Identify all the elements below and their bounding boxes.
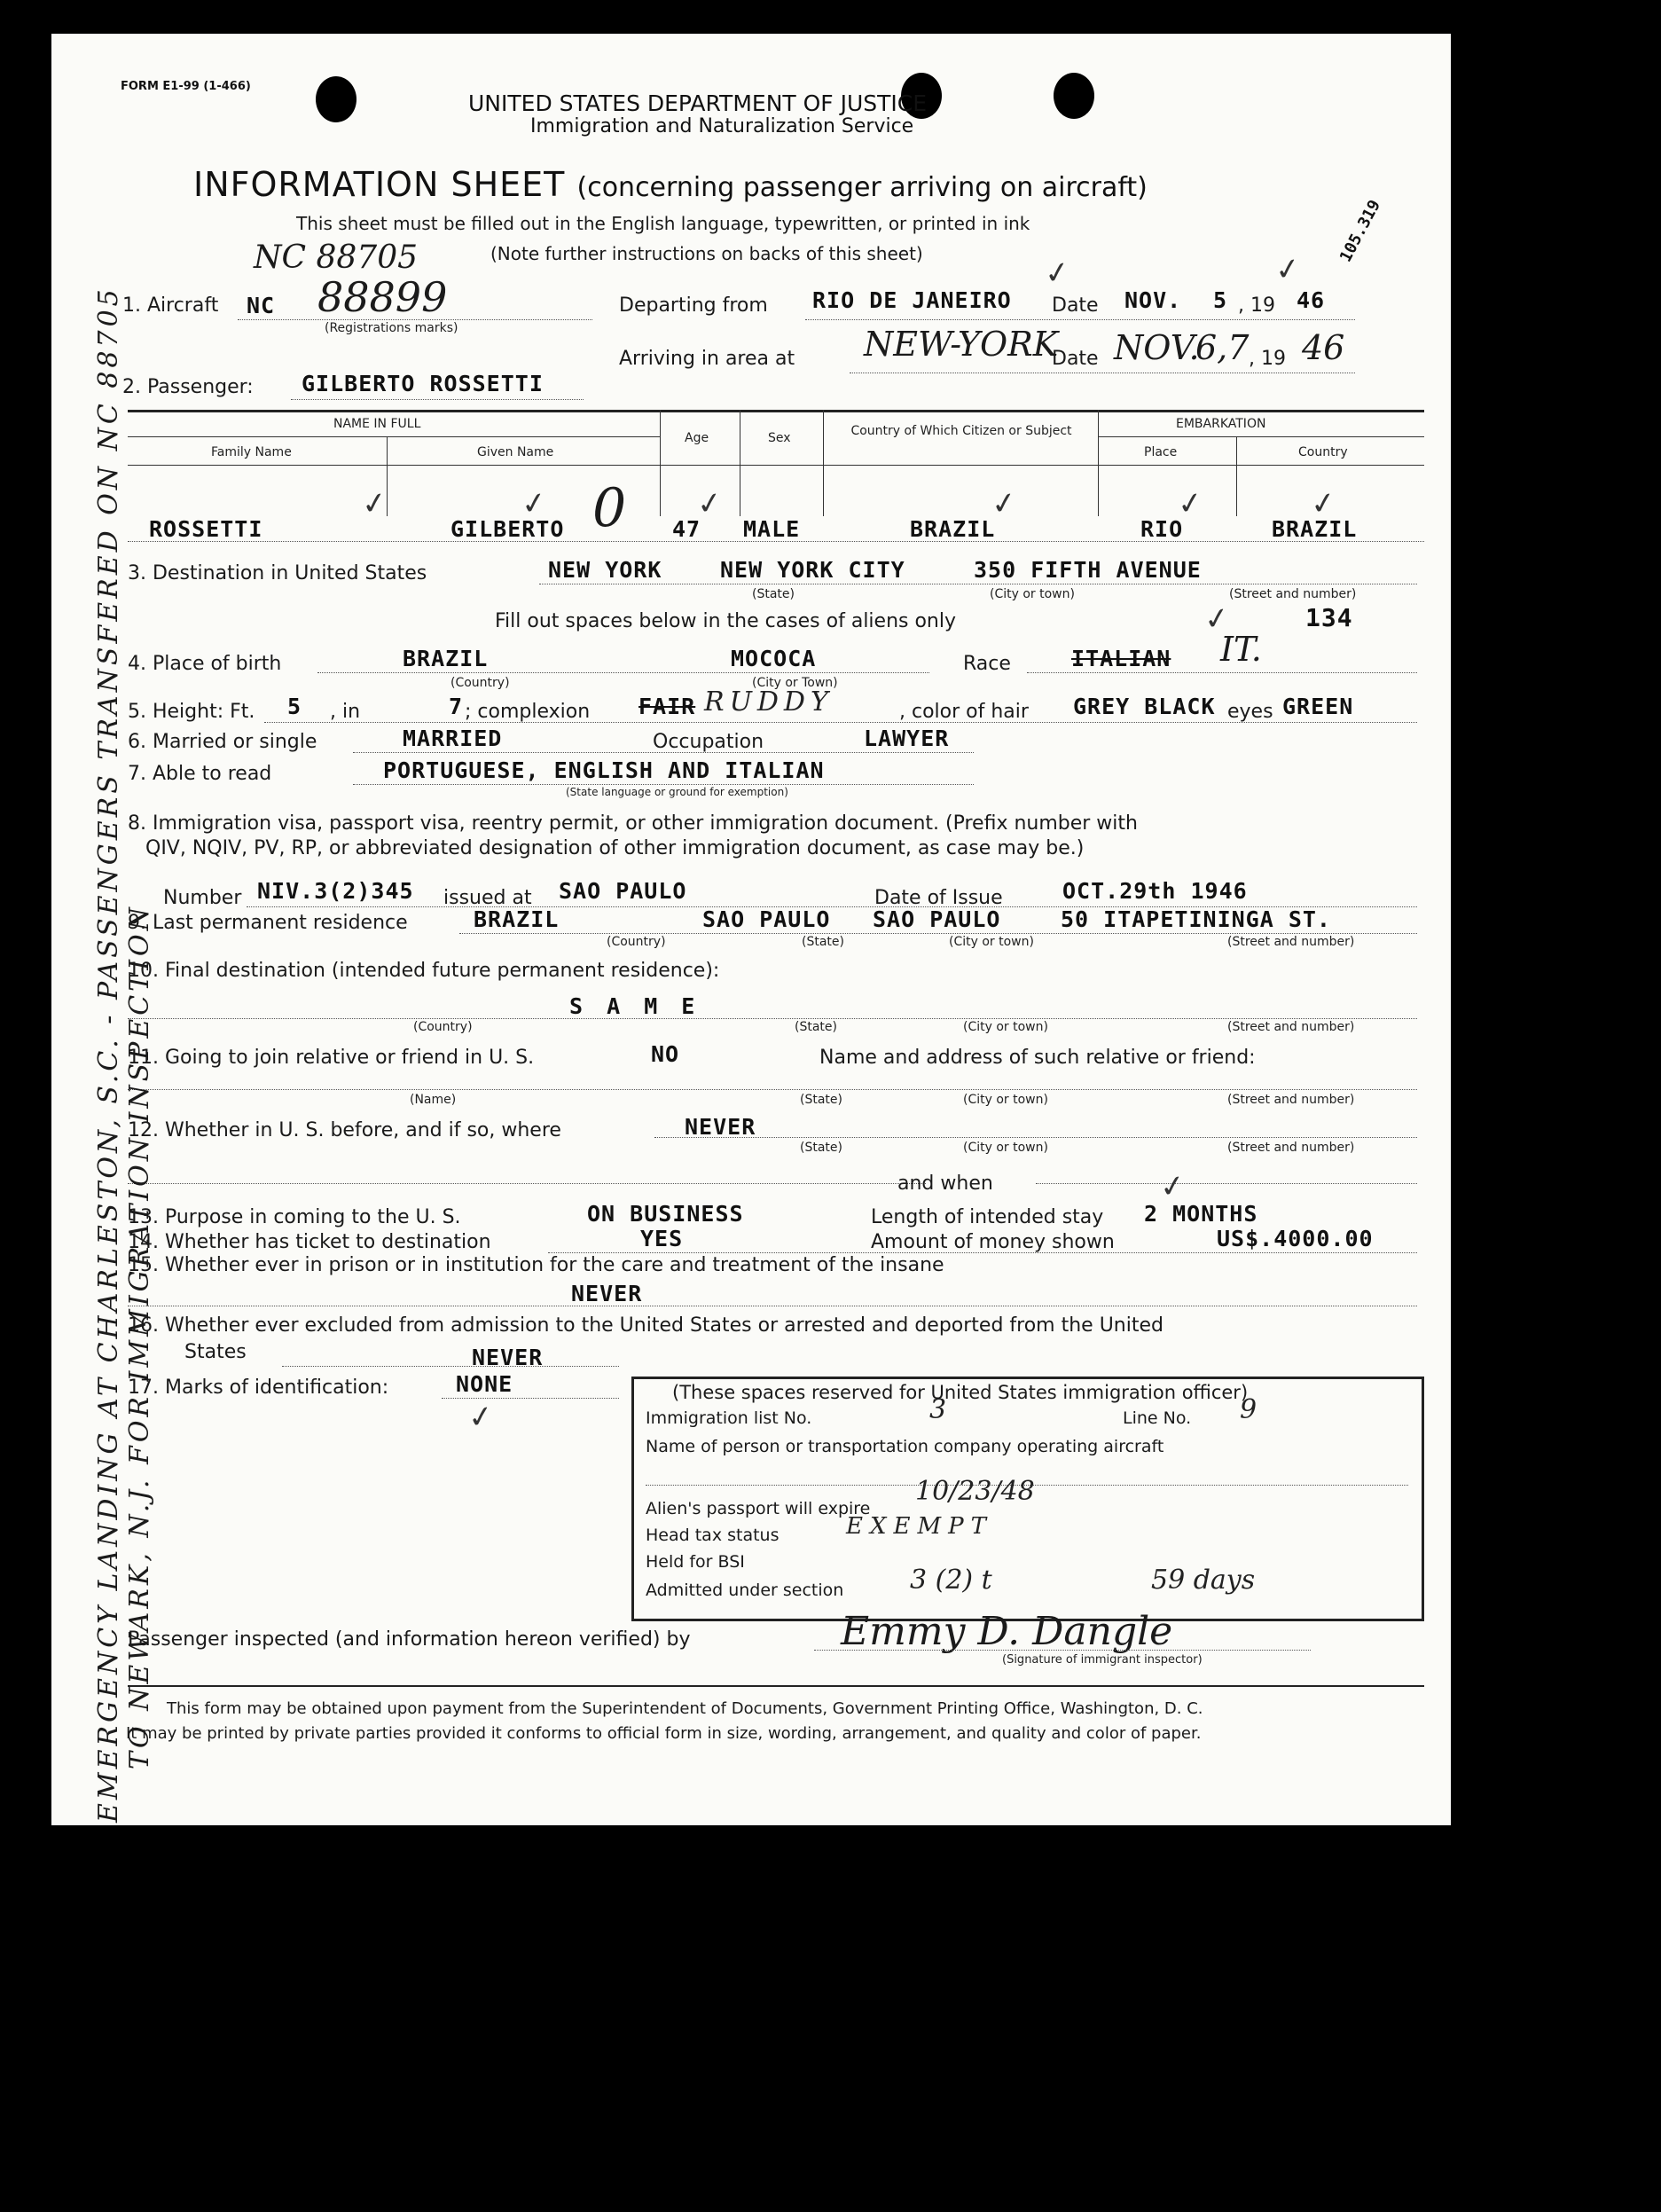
instruction-line-1: This sheet must be filled out in the English language, typewritten, or printed in ink — [296, 213, 1030, 234]
birth-city: MOCOCA — [731, 646, 817, 671]
hair-label: , color of hair — [899, 701, 1029, 723]
embark-country-header: Country — [1298, 445, 1348, 459]
before-value: NEVER — [685, 1114, 756, 1140]
join-label: 11. Going to join relative or friend in U. S. — [128, 1047, 535, 1069]
aircraft-number: 88899 — [317, 273, 448, 321]
aircraft-prefix: NC — [247, 293, 276, 318]
read-label: 7. Able to read — [128, 763, 272, 785]
height-feet: 5 — [287, 694, 302, 719]
admitted-label: Admitted under section — [646, 1581, 844, 1600]
side-note-line-2: TO NEWARK, N.J. FOR IMMIGRATION INSPECTION — [124, 904, 155, 1769]
form-number: FORM E1-99 (1-466) — [121, 80, 251, 93]
arriving-month: NOV. — [1114, 328, 1200, 367]
form-title: INFORMATION SHEET (concerning passenger arriving on aircraft) — [193, 165, 1148, 204]
before-street-caption: (Street and number) — [1227, 1141, 1355, 1155]
destination-city-caption: (City or town) — [990, 587, 1075, 601]
handwritten-zero-mark: 0 — [592, 477, 627, 539]
inspected-label: Passenger inspected (and information hereon verified) by — [128, 1628, 691, 1651]
excluded-label-2: States — [184, 1341, 247, 1363]
check-mark: ✓ — [1202, 600, 1233, 639]
visa-number-label: Number — [163, 887, 242, 909]
check-mark: ✓ — [1157, 1167, 1188, 1206]
destination-label: 3. Destination in United States — [128, 562, 427, 584]
ticket-label: 14. Whether has ticket to destination — [128, 1231, 491, 1253]
check-mark: ✓ — [466, 1398, 497, 1437]
final-destination-value: S A M E — [569, 993, 701, 1019]
before-city-caption: (City or town) — [963, 1141, 1048, 1155]
destination-state: NEW YORK — [548, 557, 662, 583]
final-street-caption: (Street and number) — [1227, 1020, 1355, 1034]
check-mark: ✓ — [1175, 484, 1206, 523]
prison-label: 15. Whether ever in prison or in institution for the care and treatment of the insane — [128, 1254, 944, 1276]
ticket-value: YES — [640, 1226, 684, 1251]
check-mark: ✓ — [1273, 250, 1304, 289]
punch-hole — [316, 76, 356, 122]
visa-text-2: QIV, NQIV, PV, RP, or abbreviated designation of other immigration document, as case may be.) — [145, 837, 1085, 859]
embark-country-value: BRAZIL — [1272, 516, 1358, 542]
married-value: MARRIED — [403, 726, 503, 751]
departing-date-label: Date — [1052, 294, 1099, 317]
passenger-name: GILBERTO ROSSETTI — [302, 371, 544, 396]
instruction-line-2: (Note further instructions on backs of this sheet) — [490, 243, 923, 264]
birth-label: 4. Place of birth — [128, 653, 282, 675]
birth-country: BRAZIL — [403, 646, 489, 671]
final-city-caption: (City or town) — [963, 1020, 1048, 1034]
final-destination-label: 10. Final destination (intended future permanent residence): — [128, 960, 720, 982]
passenger-label: 2. Passenger: — [122, 376, 254, 398]
arriving-day: 6,7 — [1195, 328, 1250, 367]
visa-issued-at: SAO PAULO — [559, 878, 687, 904]
check-mark: ✓ — [694, 484, 725, 523]
occupation-value: LAWYER — [864, 726, 950, 751]
check-mark: ✓ — [519, 484, 550, 523]
final-country-caption: (Country) — [413, 1020, 473, 1034]
received-stamp: 105.319 — [1336, 197, 1385, 265]
side-note — [93, 286, 155, 1823]
footer-line-1: This form may be obtained upon payment from the Superintendent of Documents, Government Printing Office, Washington, D. C. — [167, 1699, 1203, 1718]
name-in-full-header: NAME IN FULL — [333, 417, 421, 431]
passport-expire-label: Alien's passport will expire — [646, 1499, 871, 1518]
bsi-label: Held for BSI — [646, 1552, 745, 1572]
sex-value: MALE — [743, 516, 801, 542]
complexion-label: ; complexion — [465, 701, 591, 723]
occupation-label: Occupation — [653, 731, 764, 753]
visa-date-label: Date of Issue — [874, 887, 1003, 909]
departing-label: Departing from — [619, 294, 768, 317]
join-name-label: Name and address of such relative or friend: — [819, 1047, 1256, 1069]
excluded-value: NEVER — [472, 1345, 544, 1370]
arriving-label: Arriving in area at — [619, 348, 795, 370]
age-header: Age — [685, 431, 709, 445]
footer-line-2: It may be printed by private parties provided it conforms to official form in size, wording, arrangement, and quality and color of paper. — [126, 1724, 1202, 1743]
check-mark: ✓ — [359, 484, 390, 523]
residence-country-caption: (Country) — [607, 935, 666, 949]
money-label: Amount of money shown — [871, 1231, 1115, 1253]
eyes-value: GREEN — [1282, 694, 1354, 719]
purpose-label: 13. Purpose in coming to the U. S. — [128, 1206, 461, 1228]
complexion-handwritten: RUDDY — [704, 686, 834, 718]
sex-header: Sex — [768, 431, 791, 445]
given-name-value: GILBERTO — [451, 516, 565, 542]
list-no-value: 3 — [929, 1394, 947, 1425]
list-no-label: Immigration list No. — [646, 1408, 812, 1428]
check-mark: ✓ — [1042, 254, 1073, 293]
embark-place-header: Place — [1144, 445, 1178, 459]
aliens-note: Fill out spaces below in the cases of aliens only — [495, 610, 957, 632]
departing-day: 5 — [1213, 287, 1228, 313]
residence-city: SAO PAULO — [873, 906, 1001, 932]
check-mark: ✓ — [989, 484, 1020, 523]
race-handwritten: IT. — [1220, 630, 1262, 669]
destination-city: NEW YORK CITY — [720, 557, 905, 583]
before-state-caption: (State) — [800, 1141, 842, 1155]
check-mark: ✓ — [1308, 484, 1339, 523]
departing-year-prefix: , 19 — [1238, 294, 1275, 317]
registration-caption: (Registrations marks) — [325, 321, 458, 335]
join-value: NO — [651, 1041, 680, 1067]
residence-country: BRAZIL — [474, 906, 560, 932]
arriving-place: NEW-YORK — [864, 325, 1059, 364]
passport-expire-value: 10/23/48 — [915, 1476, 1035, 1507]
admitted-days: 59 days — [1151, 1565, 1256, 1596]
department-name: UNITED STATES DEPARTMENT OF JUSTICE — [468, 90, 928, 116]
marks-label: 17. Marks of identification: — [128, 1377, 389, 1399]
stay-label: Length of intended stay — [871, 1206, 1104, 1228]
hair-value: GREY BLACK — [1073, 694, 1216, 719]
citizen-header: Country of Which Citizen or Subject — [850, 424, 1072, 438]
head-tax-value: EXEMPT — [846, 1513, 993, 1540]
punch-hole — [1054, 73, 1094, 119]
race-value: ITALIAN — [1071, 646, 1171, 671]
given-name-header: Given Name — [477, 445, 554, 459]
head-tax-label: Head tax status — [646, 1526, 780, 1545]
married-label: 6. Married or single — [128, 731, 317, 753]
aircraft-label: 1. Aircraft — [122, 294, 219, 317]
embarkation-header: EMBARKATION — [1176, 417, 1266, 431]
residence-label: 9. Last permanent residence — [128, 912, 408, 934]
join-street-caption: (Street and number) — [1227, 1093, 1355, 1107]
age-value: 47 — [672, 516, 701, 542]
purpose-value: ON BUSINESS — [587, 1201, 744, 1227]
service-name: Immigration and Naturalization Service — [530, 115, 914, 137]
arriving-year-prefix: , 19 — [1249, 348, 1286, 370]
admitted-section: 3 (2) t — [910, 1565, 992, 1596]
departing-month: NOV. — [1124, 287, 1182, 313]
money-value: US$.4000.00 — [1217, 1226, 1374, 1251]
arriving-year: 46 — [1302, 328, 1345, 367]
read-caption: (State language or ground for exemption) — [566, 786, 788, 798]
visa-number: NIV.3(2)345 — [257, 878, 414, 904]
visa-text-1: 8. Immigration visa, passport visa, reentry permit, or other immigration document. (Prefix number with — [128, 812, 1138, 835]
final-state-caption: (State) — [795, 1020, 837, 1034]
destination-state-caption: (State) — [752, 587, 795, 601]
residence-state: SAO PAULO — [702, 906, 831, 932]
citizen-value: BRAZIL — [910, 516, 996, 542]
birth-country-caption: (Country) — [451, 676, 510, 690]
read-languages: PORTUGUESE, ENGLISH AND ITALIAN — [383, 757, 825, 783]
visa-date: OCT.29th 1946 — [1062, 878, 1248, 904]
arriving-date-label: Date — [1052, 348, 1099, 370]
inspector-signature: Emmy D. Dangle — [841, 1609, 1173, 1654]
join-name-caption: (Name) — [410, 1093, 457, 1107]
prison-value: NEVER — [571, 1281, 643, 1306]
join-city-caption: (City or town) — [963, 1093, 1048, 1107]
handwritten-nc-number: NC 88705 — [254, 239, 419, 276]
side-note-line-1: EMERGENCY LANDING AT CHARLESTON, S.C. - PASSENGERS TRANSFERED ON NC 88705 — [93, 286, 124, 1823]
height-label: 5. Height: Ft. — [128, 701, 255, 723]
marks-value: NONE — [456, 1371, 513, 1397]
company-label: Name of person or transportation company operating aircraft — [646, 1437, 1164, 1456]
height-inches: 7 — [449, 694, 464, 719]
height-in-label: , in — [330, 701, 361, 723]
eyes-label: eyes — [1227, 701, 1273, 723]
residence-city-caption: (City or town) — [949, 935, 1034, 949]
visa-issued-label: issued at — [443, 887, 532, 909]
race-label: Race — [963, 653, 1011, 675]
line-no-value: 9 — [1240, 1394, 1258, 1425]
embark-place-value: RIO — [1140, 516, 1184, 542]
residence-street: 50 ITAPETININGA ST. — [1061, 906, 1331, 932]
signature-caption: (Signature of immigrant inspector) — [1002, 1653, 1203, 1667]
stay-value: 2 MONTHS — [1144, 1201, 1258, 1227]
officer-box-heading: (These spaces reserved for United States immigration officer) — [672, 1382, 1249, 1403]
residence-street-caption: (Street and number) — [1227, 935, 1355, 949]
destination-suite: 134 — [1305, 603, 1353, 632]
family-name-header: Family Name — [211, 445, 292, 459]
departing-place: RIO DE JANEIRO — [812, 287, 1012, 313]
before-label: 12. Whether in U. S. before, and if so, where — [128, 1119, 561, 1141]
line-no-label: Line No. — [1123, 1408, 1192, 1428]
and-when-label: and when — [897, 1173, 993, 1195]
destination-street-caption: (Street and number) — [1229, 587, 1357, 601]
join-state-caption: (State) — [800, 1093, 842, 1107]
birth-city-caption: (City or Town) — [752, 676, 838, 690]
document-page — [51, 34, 1451, 1825]
family-name-value: ROSSETTI — [149, 516, 263, 542]
residence-state-caption: (State) — [802, 935, 844, 949]
complexion-typed: FAIR — [639, 694, 696, 719]
excluded-label: 16. Whether ever excluded from admission to the United States or arrested and deported from the United — [128, 1314, 1163, 1337]
departing-year: 46 — [1297, 287, 1326, 313]
destination-street: 350 FIFTH AVENUE — [974, 557, 1202, 583]
